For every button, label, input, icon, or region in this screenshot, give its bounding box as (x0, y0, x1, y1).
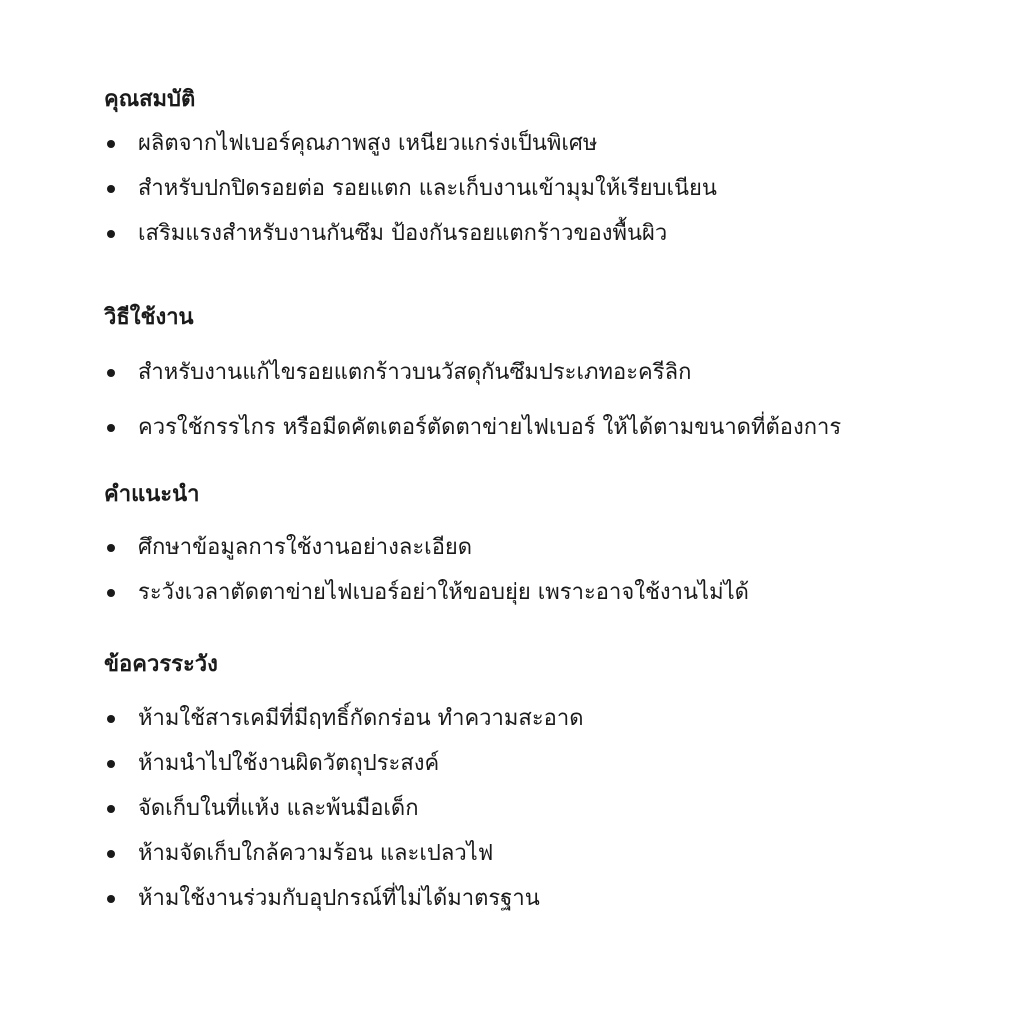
list-item-text: จัดเก็บในที่แห้ง และพ้นมือเด็ก (138, 796, 419, 821)
section-usage (104, 303, 984, 468)
list-item (104, 794, 984, 824)
list-item (104, 839, 984, 869)
list-item-text: ห้ามนำไปใช้งานผิดวัตถุประสงค์ (138, 751, 440, 776)
bullet-icon (107, 230, 115, 238)
list-item (104, 704, 984, 734)
list-item-text: ระวังเวลาตัดตาข่ายไฟเบอร์อย่าให้ขอบยุ่ย เพราะอาจใช้งานไม่ได้ (138, 580, 749, 605)
bullet-icon (107, 760, 115, 768)
section-title: วิธีใช้งาน (104, 305, 194, 330)
list-item-text: ผลิตจากไฟเบอร์คุณภาพสูง เหนียวแกร่งเป็นพิเศษ (138, 131, 598, 156)
section-title: ข้อควรระวัง (104, 652, 218, 677)
bullet-icon (107, 715, 115, 723)
bullet-icon (107, 589, 115, 597)
section-properties (104, 85, 984, 264)
bullet-icon (107, 805, 115, 813)
bullet-icon (107, 140, 115, 148)
list-item-text: ควรใช้กรรไกร หรือมีดคัตเตอร์ตัดตาข่ายไฟเบอร์ ให้ได้ตามขนาดที่ต้องการ (138, 415, 842, 440)
list-item-text: ห้ามใช้งานร่วมกับอุปกรณ์ที่ไม่ได้มาตรฐาน (138, 886, 540, 911)
list-item-text: สำหรับงานแก้ไขรอยแตกร้าวบนวัสดุกันซึมประเภทอะครีลิก (138, 360, 692, 385)
list-item (104, 413, 984, 443)
bullet-icon (107, 424, 115, 432)
section-title: คุณสมบัติ (104, 87, 196, 112)
bullet-icon (107, 185, 115, 193)
bullet-list (104, 533, 984, 608)
list-item (104, 578, 984, 608)
bullet-icon (107, 369, 115, 377)
list-item (104, 358, 984, 388)
bullet-list (104, 358, 984, 443)
bullet-list (104, 129, 984, 249)
list-item-text: เสริมแรงสำหรับงานกันซึม ป้องกันรอยแตกร้าวของพื้นผิว (138, 221, 668, 246)
bullet-icon (107, 850, 115, 858)
list-item (104, 174, 984, 204)
list-item (104, 749, 984, 779)
bullet-list (104, 704, 984, 914)
bullet-icon (107, 895, 115, 903)
list-item-text: ห้ามใช้สารเคมีที่มีฤทธิ์กัดกร่อน ทำความสะอาด (138, 706, 584, 731)
list-item (104, 129, 984, 159)
section-title: คำแนะนำ (104, 482, 200, 507)
list-item-text: สำหรับปกปิดรอยต่อ รอยแตก และเก็บงานเข้ามุมให้เรียบเนียน (138, 176, 717, 201)
section-advice (104, 480, 984, 623)
list-item (104, 219, 984, 249)
list-item (104, 884, 984, 914)
list-item (104, 533, 984, 563)
bullet-icon (107, 544, 115, 552)
section-caution (104, 650, 984, 929)
list-item-text: ศึกษาข้อมูลการใช้งานอย่างละเอียด (138, 535, 473, 560)
list-item-text: ห้ามจัดเก็บใกล้ความร้อน และเปลวไฟ (138, 841, 494, 866)
